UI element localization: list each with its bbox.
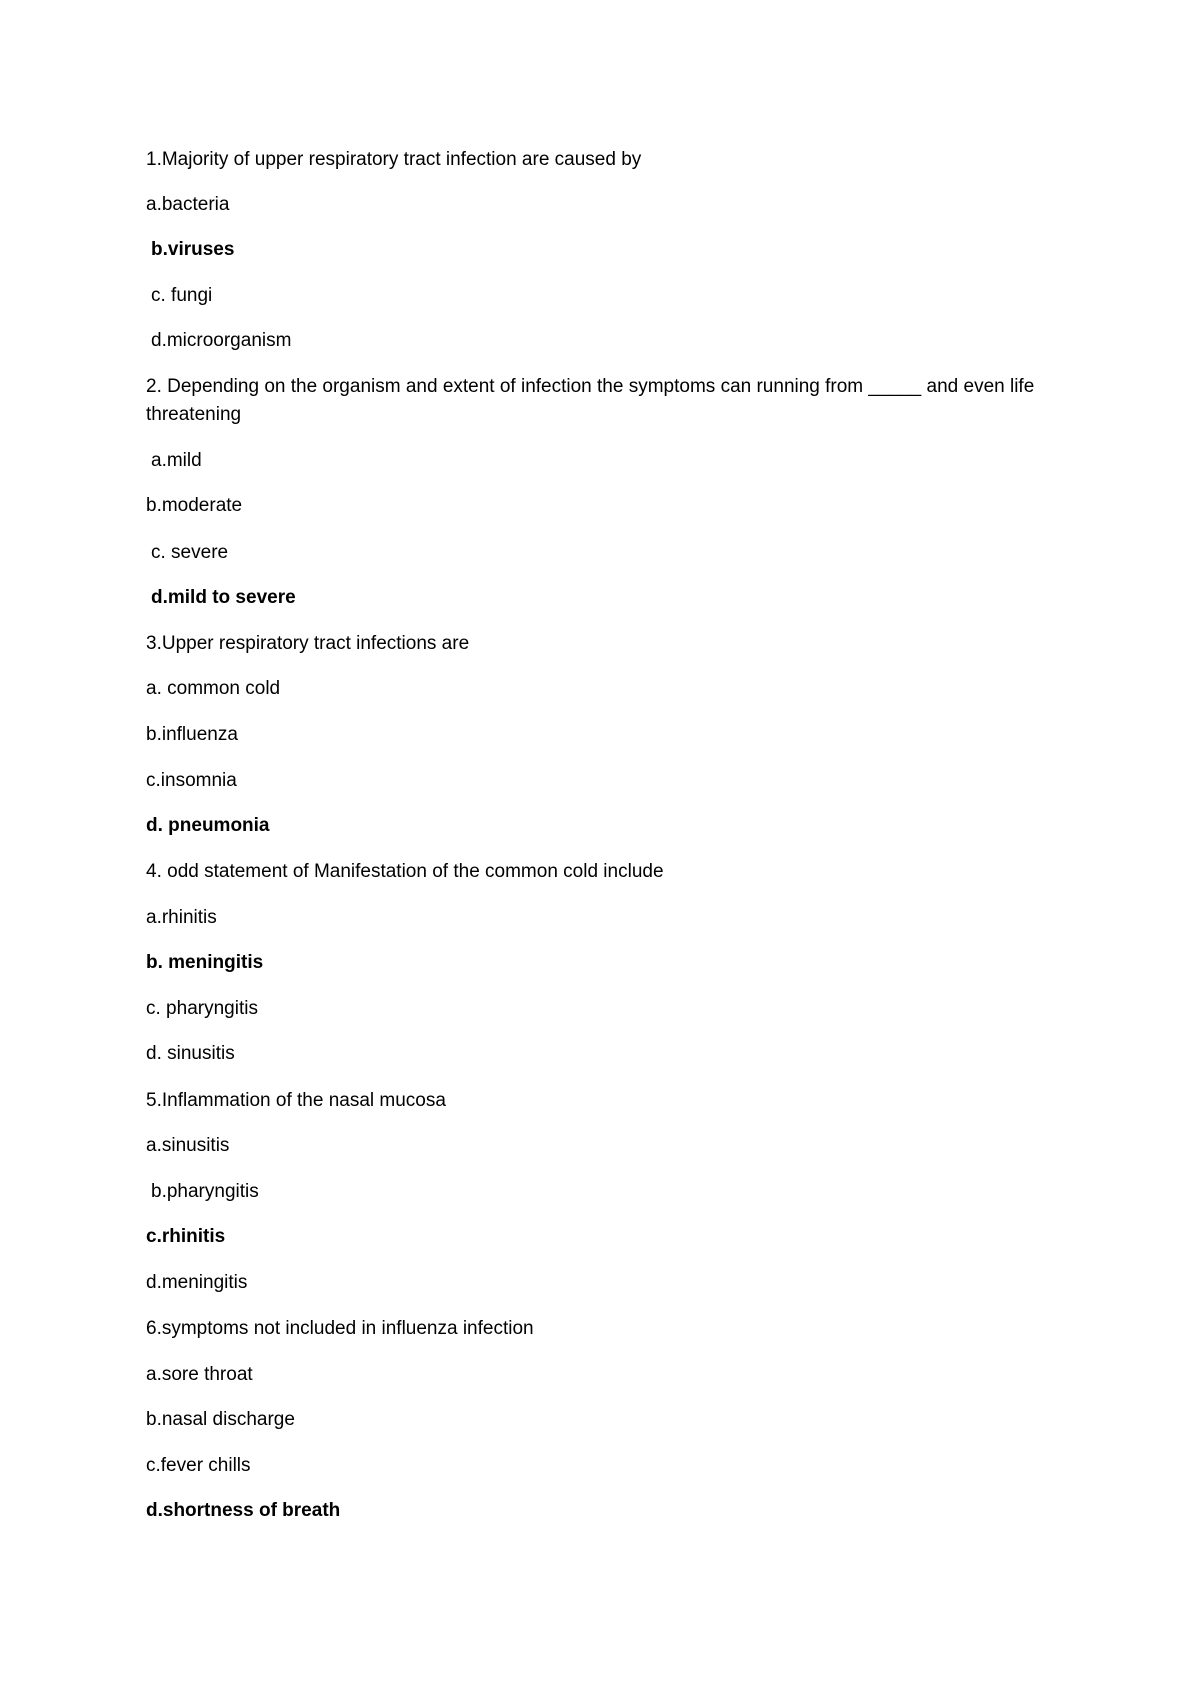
q4-option-a: a.rhinitis <box>146 907 217 928</box>
question-5: 5.Inflammation of the nasal mucosa <box>146 1090 446 1111</box>
q5-option-b: b.pharyngitis <box>151 1181 259 1202</box>
q2-option-d-answer: d.mild to severe <box>151 587 296 608</box>
q4-option-b-answer: b. meningitis <box>146 952 264 973</box>
q3-option-b: b.influenza <box>146 724 238 745</box>
q1-option-b-answer: b.viruses <box>151 239 235 260</box>
q5-option-d: d.meningitis <box>146 1272 248 1293</box>
q1-option-a: a.bacteria <box>146 194 230 215</box>
q2-option-a: a.mild <box>151 450 202 471</box>
q4-option-c: c. pharyngitis <box>146 998 258 1019</box>
question-1: 1.Majority of upper respiratory tract infection are caused by <box>146 149 642 170</box>
q5-option-a: a.sinusitis <box>146 1135 230 1156</box>
q4-option-d: d. sinusitis <box>146 1043 235 1064</box>
q3-option-d-answer: d. pneumonia <box>146 815 270 836</box>
q1-option-d: d.microorganism <box>151 330 292 351</box>
q3-option-a: a. common cold <box>146 678 281 699</box>
question-4: 4. odd statement of Manifestation of the common cold include <box>146 861 664 882</box>
q6-option-c: c.fever chills <box>146 1455 251 1476</box>
q1-option-c: c. fungi <box>151 285 213 306</box>
q3-option-c: c.insomnia <box>146 770 237 791</box>
question-3: 3.Upper respiratory tract infections are <box>146 633 470 654</box>
q6-option-a: a.sore throat <box>146 1364 253 1385</box>
q2-option-b: b.moderate <box>146 495 243 516</box>
question-2: 2. Depending on the organism and extent of infection the symptoms can running from _____ and even life threatening <box>146 376 1035 425</box>
question-6: 6.symptoms not included in influenza infection <box>146 1318 534 1339</box>
q6-option-b: b.nasal discharge <box>146 1409 295 1430</box>
q5-option-c-answer: c.rhinitis <box>146 1226 226 1247</box>
q6-option-d-answer: d.shortness of breath <box>146 1500 341 1521</box>
q2-option-c: c. severe <box>151 542 229 563</box>
